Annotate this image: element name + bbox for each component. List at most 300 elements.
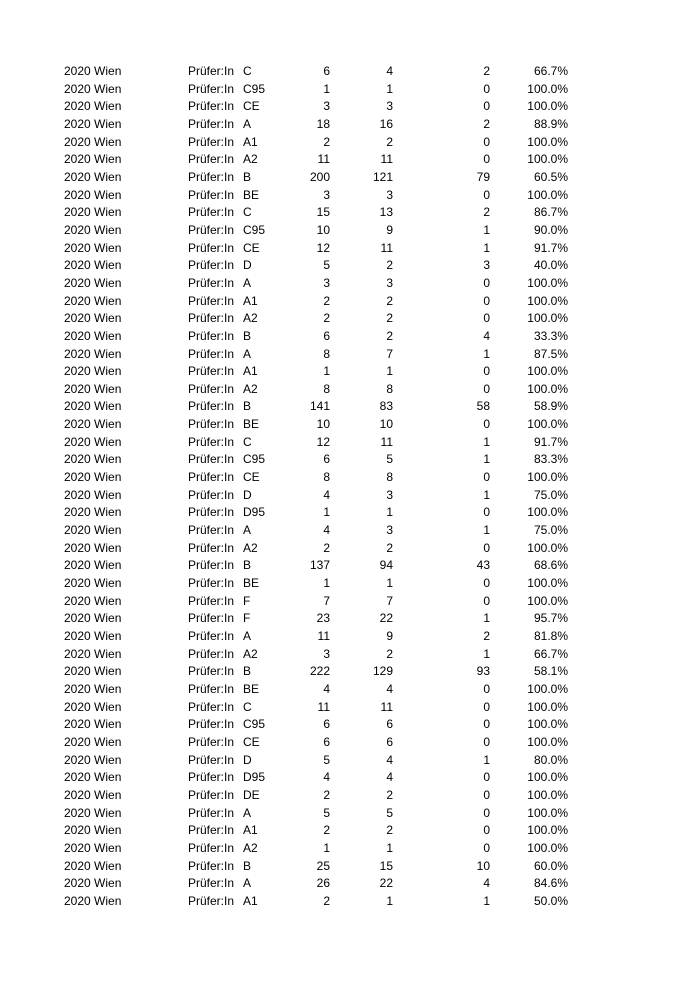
cell-role: Prüfer:In — [188, 328, 235, 343]
cell-region: 2020 Wien — [64, 840, 122, 855]
cell-license-class: A — [243, 523, 252, 538]
table-row — [0, 257, 700, 275]
cell-license-class: A2 — [243, 311, 258, 326]
cell-region: 2020 Wien — [64, 717, 122, 732]
cell-passed: 4 — [386, 64, 393, 78]
cell-total: 6 — [323, 717, 330, 732]
cell-passed: 11 — [380, 240, 393, 255]
table-row — [0, 416, 700, 434]
cell-license-class: CE — [243, 240, 260, 255]
table-row — [0, 734, 700, 752]
cell-region: 2020 Wien — [64, 576, 122, 591]
cell-pass-rate: 91.7% — [533, 434, 568, 449]
cell-region: 2020 Wien — [64, 99, 122, 114]
cell-pass-rate: 81.8% — [533, 629, 568, 643]
cell-total: 2 — [323, 311, 330, 326]
cell-passed: 22 — [379, 611, 393, 626]
cell-pass-rate: 66.7% — [533, 64, 568, 78]
cell-pass-rate: 58.1% — [533, 664, 568, 679]
cell-region: 2020 Wien — [64, 134, 122, 149]
cell-failed: 1 — [483, 523, 490, 538]
cell-license-class: C95 — [243, 452, 266, 467]
cell-total: 2 — [323, 787, 330, 802]
cell-pass-rate: 80.0% — [533, 752, 568, 767]
cell-license-class: A2 — [243, 646, 258, 661]
cell-passed: 5 — [386, 452, 393, 467]
cell-pass-rate: 88.9% — [533, 116, 568, 131]
cell-failed: 1 — [483, 222, 490, 237]
cell-role: Prüfer:In — [188, 470, 235, 485]
cell-total: 8 — [323, 470, 330, 485]
table-row — [0, 752, 700, 770]
cell-passed: 16 — [379, 116, 393, 131]
cell-role: Prüfer:In — [188, 311, 235, 326]
cell-role: Prüfer:In — [188, 699, 235, 714]
cell-license-class: CE — [243, 734, 260, 749]
cell-region: 2020 Wien — [64, 452, 122, 467]
cell-failed: 0 — [483, 381, 490, 396]
cell-license-class: A1 — [243, 893, 258, 908]
cell-failed: 2 — [483, 64, 490, 78]
cell-role: Prüfer:In — [188, 346, 235, 361]
cell-license-class: B — [243, 328, 252, 343]
cell-license-class: C95 — [243, 81, 266, 96]
cell-passed: 1 — [386, 893, 393, 908]
cell-failed: 0 — [483, 699, 490, 714]
cell-failed: 4 — [483, 328, 490, 343]
cell-total: 1 — [323, 364, 330, 379]
cell-role: Prüfer:In — [188, 717, 235, 732]
cell-role: Prüfer:In — [188, 187, 235, 202]
cell-failed: 1 — [483, 752, 490, 767]
cell-total: 11 — [317, 699, 330, 714]
cell-role: Prüfer:In — [188, 152, 235, 167]
cell-pass-rate: 100.0% — [527, 699, 568, 714]
cell-license-class: A1 — [243, 823, 258, 838]
cell-role: Prüfer:In — [188, 876, 235, 891]
cell-failed: 0 — [483, 823, 490, 838]
table-row — [0, 398, 700, 416]
cell-total: 141 — [309, 399, 330, 414]
cell-region: 2020 Wien — [64, 734, 122, 749]
table-row — [0, 63, 700, 81]
cell-failed: 0 — [483, 134, 490, 149]
cell-failed: 1 — [483, 452, 490, 467]
cell-failed: 79 — [476, 169, 490, 184]
table-row — [0, 858, 700, 876]
cell-passed: 9 — [386, 629, 393, 643]
cell-passed: 11 — [380, 152, 393, 167]
cell-passed: 1 — [386, 576, 393, 591]
table-row — [0, 805, 700, 823]
cell-region: 2020 Wien — [64, 629, 122, 643]
cell-license-class: A1 — [243, 293, 258, 308]
table-row — [0, 451, 700, 469]
cell-passed: 7 — [386, 346, 393, 361]
cell-passed: 1 — [386, 81, 393, 96]
cell-passed: 10 — [379, 417, 393, 432]
cell-passed: 1 — [386, 840, 393, 855]
cell-passed: 11 — [380, 434, 393, 449]
cell-region: 2020 Wien — [64, 399, 122, 414]
cell-pass-rate: 100.0% — [527, 734, 568, 749]
cell-region: 2020 Wien — [64, 222, 122, 237]
cell-region: 2020 Wien — [64, 258, 122, 273]
cell-role: Prüfer:In — [188, 523, 235, 538]
cell-role: Prüfer:In — [188, 169, 235, 184]
cell-region: 2020 Wien — [64, 116, 122, 131]
table-row — [0, 681, 700, 699]
cell-region: 2020 Wien — [64, 805, 122, 820]
cell-role: Prüfer:In — [188, 205, 235, 220]
table-row — [0, 699, 700, 717]
cell-failed: 0 — [483, 293, 490, 308]
cell-passed: 8 — [386, 470, 393, 485]
cell-license-class: A2 — [243, 840, 258, 855]
cell-passed: 4 — [386, 681, 393, 696]
cell-license-class: B — [243, 169, 252, 184]
cell-failed: 93 — [476, 664, 490, 679]
cell-total: 1 — [323, 576, 330, 591]
cell-pass-rate: 100.0% — [527, 770, 568, 785]
cell-passed: 2 — [386, 311, 393, 326]
cell-license-class: D — [243, 258, 252, 273]
table-row — [0, 346, 700, 364]
cell-role: Prüfer:In — [188, 805, 235, 820]
cell-license-class: C95 — [243, 717, 266, 732]
cell-pass-rate: 33.3% — [533, 328, 568, 343]
cell-region: 2020 Wien — [64, 893, 122, 908]
cell-total: 4 — [323, 681, 330, 696]
cell-region: 2020 Wien — [64, 381, 122, 396]
cell-total: 1 — [323, 840, 330, 855]
cell-passed: 2 — [386, 134, 393, 149]
table-row — [0, 187, 700, 205]
table-row — [0, 875, 700, 893]
cell-pass-rate: 100.0% — [527, 187, 568, 202]
cell-pass-rate: 68.6% — [533, 558, 568, 573]
cell-region: 2020 Wien — [64, 169, 122, 184]
cell-role: Prüfer:In — [188, 399, 235, 414]
cell-total: 25 — [316, 858, 330, 873]
cell-license-class: D — [243, 487, 252, 502]
cell-pass-rate: 100.0% — [527, 152, 568, 167]
table-row — [0, 628, 700, 646]
cell-passed: 9 — [386, 222, 393, 237]
cell-failed: 0 — [483, 187, 490, 202]
cell-total: 15 — [316, 205, 330, 220]
cell-failed: 58 — [476, 399, 490, 414]
cell-role: Prüfer:In — [188, 540, 235, 555]
cell-role: Prüfer:In — [188, 240, 235, 255]
cell-role: Prüfer:In — [188, 364, 235, 379]
table-row — [0, 469, 700, 487]
cell-pass-rate: 66.7% — [533, 646, 568, 661]
cell-role: Prüfer:In — [188, 840, 235, 855]
cell-region: 2020 Wien — [64, 328, 122, 343]
cell-passed: 1 — [386, 364, 393, 379]
cell-passed: 7 — [386, 593, 393, 608]
cell-passed: 3 — [386, 523, 393, 538]
cell-pass-rate: 100.0% — [527, 717, 568, 732]
cell-role: Prüfer:In — [188, 664, 235, 679]
cell-total: 4 — [323, 770, 330, 785]
cell-region: 2020 Wien — [64, 470, 122, 485]
cell-license-class: A — [243, 629, 252, 643]
cell-role: Prüfer:In — [188, 81, 235, 96]
cell-role: Prüfer:In — [188, 275, 235, 290]
cell-region: 2020 Wien — [64, 417, 122, 432]
cell-role: Prüfer:In — [188, 434, 235, 449]
cell-role: Prüfer:In — [188, 258, 235, 273]
cell-pass-rate: 100.0% — [527, 505, 568, 520]
cell-failed: 2 — [483, 205, 490, 220]
cell-role: Prüfer:In — [188, 858, 235, 873]
data-table — [0, 63, 700, 911]
cell-license-class: BE — [243, 187, 260, 202]
cell-total: 5 — [323, 258, 330, 273]
cell-license-class: F — [243, 611, 251, 626]
cell-license-class: BE — [243, 417, 260, 432]
cell-passed: 11 — [380, 699, 393, 714]
cell-total: 3 — [323, 187, 330, 202]
table-row — [0, 275, 700, 293]
table-row — [0, 98, 700, 116]
cell-role: Prüfer:In — [188, 381, 235, 396]
cell-region: 2020 Wien — [64, 770, 122, 785]
cell-role: Prüfer:In — [188, 222, 235, 237]
cell-failed: 0 — [483, 540, 490, 555]
cell-total: 137 — [309, 558, 330, 573]
cell-failed: 0 — [483, 576, 490, 591]
cell-total: 23 — [316, 611, 330, 626]
cell-failed: 0 — [483, 840, 490, 855]
cell-region: 2020 Wien — [64, 611, 122, 626]
cell-total: 3 — [323, 646, 330, 661]
cell-role: Prüfer:In — [188, 487, 235, 502]
cell-region: 2020 Wien — [64, 487, 122, 502]
cell-region: 2020 Wien — [64, 152, 122, 167]
table-row — [0, 663, 700, 681]
cell-total: 8 — [323, 346, 330, 361]
cell-failed: 0 — [483, 81, 490, 96]
cell-role: Prüfer:In — [188, 646, 235, 661]
cell-role: Prüfer:In — [188, 611, 235, 626]
cell-pass-rate: 100.0% — [527, 805, 568, 820]
cell-pass-rate: 100.0% — [527, 81, 568, 96]
table-row — [0, 81, 700, 99]
cell-pass-rate: 100.0% — [527, 823, 568, 838]
cell-passed: 83 — [379, 399, 393, 414]
cell-region: 2020 Wien — [64, 752, 122, 767]
cell-passed: 6 — [386, 717, 393, 732]
cell-region: 2020 Wien — [64, 787, 122, 802]
cell-passed: 2 — [386, 293, 393, 308]
cell-failed: 1 — [483, 240, 490, 255]
cell-passed: 2 — [386, 328, 393, 343]
cell-license-class: F — [243, 593, 251, 608]
cell-region: 2020 Wien — [64, 523, 122, 538]
table-row — [0, 328, 700, 346]
cell-pass-rate: 40.0% — [533, 258, 568, 273]
cell-pass-rate: 91.7% — [533, 240, 568, 255]
cell-pass-rate: 75.0% — [533, 523, 568, 538]
cell-total: 10 — [316, 417, 330, 432]
cell-passed: 1 — [386, 505, 393, 520]
cell-role: Prüfer:In — [188, 593, 235, 608]
cell-total: 2 — [323, 823, 330, 838]
cell-region: 2020 Wien — [64, 646, 122, 661]
cell-passed: 8 — [386, 381, 393, 396]
cell-region: 2020 Wien — [64, 64, 122, 78]
table-row — [0, 610, 700, 628]
cell-pass-rate: 100.0% — [527, 99, 568, 114]
cell-passed: 2 — [386, 823, 393, 838]
cell-pass-rate: 100.0% — [527, 275, 568, 290]
cell-failed: 0 — [483, 152, 490, 167]
cell-passed: 3 — [386, 275, 393, 290]
cell-failed: 1 — [483, 487, 490, 502]
cell-role: Prüfer:In — [188, 505, 235, 520]
table-row — [0, 310, 700, 328]
cell-total: 6 — [323, 328, 330, 343]
cell-pass-rate: 50.0% — [533, 893, 568, 908]
cell-pass-rate: 84.6% — [533, 876, 568, 891]
cell-role: Prüfer:In — [188, 770, 235, 785]
table-row — [0, 134, 700, 152]
cell-license-class: CE — [243, 470, 260, 485]
cell-pass-rate: 100.0% — [527, 787, 568, 802]
cell-pass-rate: 58.9% — [533, 399, 568, 414]
cell-failed: 0 — [483, 770, 490, 785]
cell-failed: 10 — [476, 858, 490, 873]
cell-total: 12 — [316, 434, 330, 449]
cell-pass-rate: 100.0% — [527, 540, 568, 555]
cell-pass-rate: 100.0% — [527, 593, 568, 608]
cell-region: 2020 Wien — [64, 681, 122, 696]
table-row — [0, 381, 700, 399]
cell-total: 3 — [323, 275, 330, 290]
cell-license-class: C — [243, 699, 252, 714]
cell-license-class: A — [243, 876, 252, 891]
cell-license-class: BE — [243, 576, 260, 591]
table-row — [0, 840, 700, 858]
cell-passed: 13 — [379, 205, 393, 220]
cell-passed: 2 — [386, 258, 393, 273]
cell-region: 2020 Wien — [64, 81, 122, 96]
cell-failed: 4 — [483, 876, 490, 891]
cell-total: 5 — [323, 805, 330, 820]
cell-failed: 0 — [483, 681, 490, 696]
cell-license-class: BE — [243, 681, 260, 696]
cell-passed: 22 — [379, 876, 393, 891]
cell-region: 2020 Wien — [64, 364, 122, 379]
cell-region: 2020 Wien — [64, 699, 122, 714]
cell-license-class: A2 — [243, 381, 258, 396]
table-row — [0, 151, 700, 169]
table-row — [0, 434, 700, 452]
cell-license-class: C — [243, 434, 252, 449]
cell-failed: 1 — [483, 346, 490, 361]
cell-passed: 3 — [386, 487, 393, 502]
cell-total: 11 — [317, 629, 330, 643]
cell-failed: 0 — [483, 99, 490, 114]
cell-passed: 94 — [379, 558, 393, 573]
cell-total: 5 — [323, 752, 330, 767]
cell-role: Prüfer:In — [188, 134, 235, 149]
cell-total: 1 — [323, 81, 330, 96]
cell-region: 2020 Wien — [64, 240, 122, 255]
cell-region: 2020 Wien — [64, 275, 122, 290]
cell-license-class: DE — [243, 787, 260, 802]
table-row — [0, 222, 700, 240]
cell-failed: 0 — [483, 787, 490, 802]
cell-region: 2020 Wien — [64, 876, 122, 891]
cell-region: 2020 Wien — [64, 540, 122, 555]
cell-total: 6 — [323, 452, 330, 467]
cell-role: Prüfer:In — [188, 558, 235, 573]
cell-passed: 5 — [386, 805, 393, 820]
cell-license-class: CE — [243, 99, 260, 114]
cell-total: 18 — [316, 116, 330, 131]
cell-pass-rate: 100.0% — [527, 681, 568, 696]
cell-total: 2 — [323, 540, 330, 555]
cell-total: 4 — [323, 487, 330, 502]
cell-total: 2 — [323, 893, 330, 908]
cell-role: Prüfer:In — [188, 417, 235, 432]
cell-role: Prüfer:In — [188, 452, 235, 467]
cell-role: Prüfer:In — [188, 823, 235, 838]
cell-failed: 2 — [483, 629, 490, 643]
cell-region: 2020 Wien — [64, 558, 122, 573]
cell-pass-rate: 60.5% — [533, 169, 568, 184]
cell-region: 2020 Wien — [64, 505, 122, 520]
table-row — [0, 540, 700, 558]
cell-license-class: A — [243, 346, 252, 361]
cell-failed: 0 — [483, 364, 490, 379]
table-row — [0, 893, 700, 911]
table-row — [0, 646, 700, 664]
cell-passed: 121 — [372, 169, 393, 184]
table-row — [0, 769, 700, 787]
cell-failed: 0 — [483, 805, 490, 820]
cell-passed: 2 — [386, 787, 393, 802]
cell-total: 8 — [323, 381, 330, 396]
cell-passed: 6 — [386, 734, 393, 749]
cell-pass-rate: 90.0% — [533, 222, 568, 237]
cell-region: 2020 Wien — [64, 434, 122, 449]
cell-passed: 3 — [386, 187, 393, 202]
cell-failed: 1 — [483, 611, 490, 626]
cell-pass-rate: 60.0% — [533, 858, 568, 873]
cell-passed: 15 — [379, 858, 393, 873]
cell-pass-rate: 100.0% — [527, 364, 568, 379]
cell-license-class: A — [243, 805, 252, 820]
cell-license-class: C95 — [243, 222, 266, 237]
cell-total: 11 — [317, 152, 330, 167]
cell-pass-rate: 100.0% — [527, 840, 568, 855]
table-row — [0, 204, 700, 222]
table-row — [0, 363, 700, 381]
cell-role: Prüfer:In — [188, 116, 235, 131]
cell-region: 2020 Wien — [64, 593, 122, 608]
table-row — [0, 293, 700, 311]
cell-region: 2020 Wien — [64, 293, 122, 308]
cell-region: 2020 Wien — [64, 664, 122, 679]
cell-failed: 1 — [483, 646, 490, 661]
cell-region: 2020 Wien — [64, 205, 122, 220]
cell-pass-rate: 100.0% — [527, 381, 568, 396]
